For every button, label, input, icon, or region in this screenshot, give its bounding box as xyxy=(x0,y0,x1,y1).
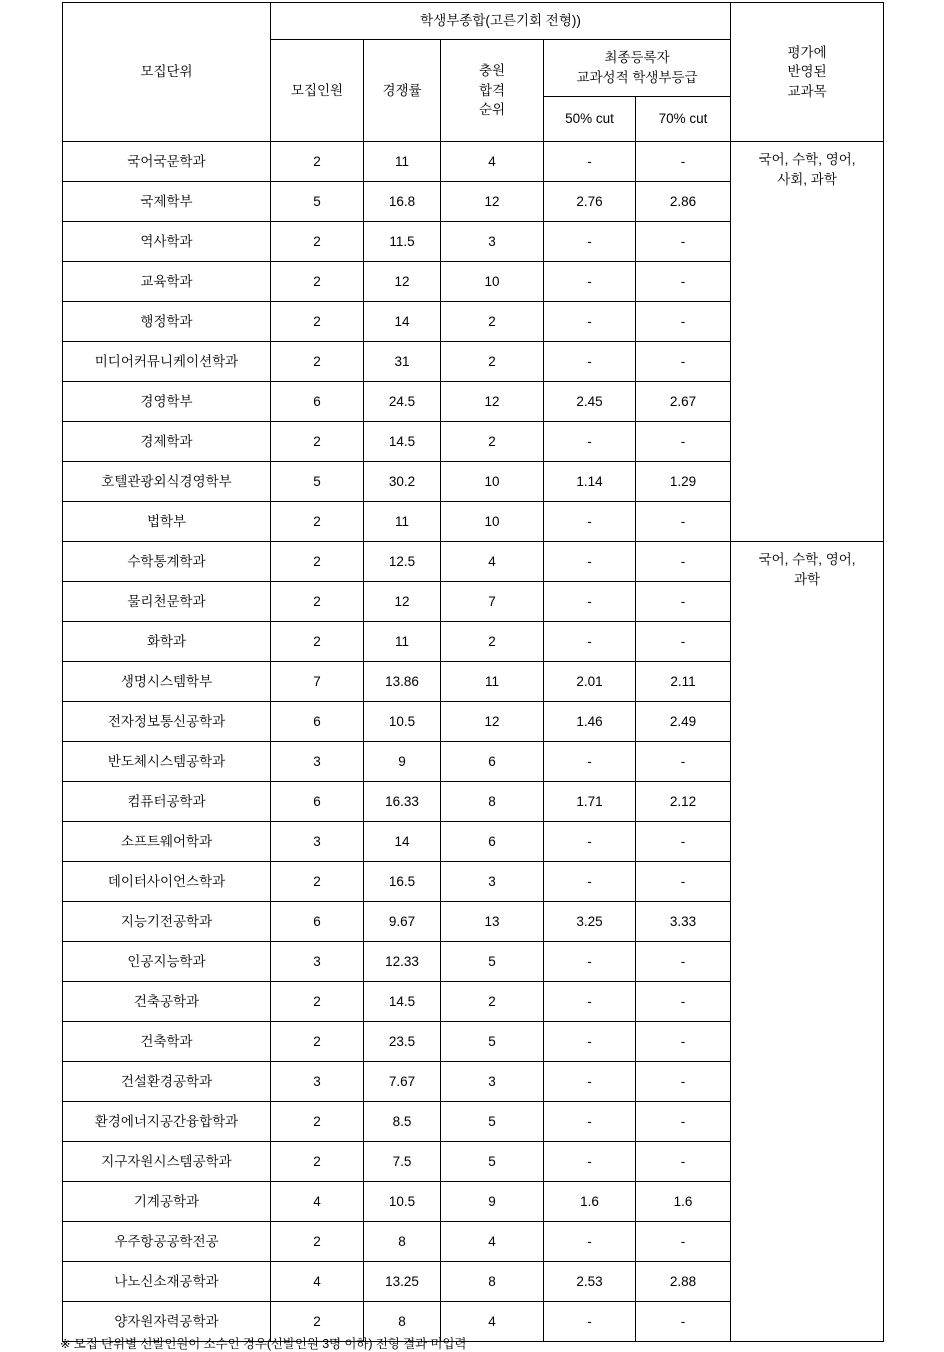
cell-competition-ratio: 9 xyxy=(364,742,441,782)
cell-waitlist-rank: 4 xyxy=(441,1222,544,1262)
header-admission-track: 학생부종합(고른기회 전형)) xyxy=(271,3,731,40)
cell-competition-ratio: 12.33 xyxy=(364,942,441,982)
cell-cut-50: - xyxy=(544,542,636,582)
cell-competition-ratio: 16.5 xyxy=(364,862,441,902)
cell-competition-ratio: 12 xyxy=(364,582,441,622)
cell-waitlist-rank: 8 xyxy=(441,1262,544,1302)
cell-recruitment-unit: 법학부 xyxy=(63,502,271,542)
cell-competition-ratio: 10.5 xyxy=(364,702,441,742)
cell-waitlist-rank: 12 xyxy=(441,182,544,222)
cell-recruitment-unit: 지구자원시스템공학과 xyxy=(63,1142,271,1182)
cell-cut-70: 2.11 xyxy=(636,662,731,702)
cell-competition-ratio: 14.5 xyxy=(364,422,441,462)
cell-competition-ratio: 12 xyxy=(364,262,441,302)
cell-quota: 2 xyxy=(271,1222,364,1262)
cell-cut-50: 1.71 xyxy=(544,782,636,822)
cell-cut-50: 1.6 xyxy=(544,1182,636,1222)
cell-recruitment-unit: 반도체시스템공학과 xyxy=(63,742,271,782)
cell-waitlist-rank: 4 xyxy=(441,542,544,582)
cell-cut-50: - xyxy=(544,622,636,662)
cell-quota: 4 xyxy=(271,1262,364,1302)
cell-cut-70: - xyxy=(636,742,731,782)
cell-waitlist-rank: 10 xyxy=(441,462,544,502)
cell-cut-50: - xyxy=(544,342,636,382)
cell-waitlist-rank: 8 xyxy=(441,782,544,822)
cell-cut-70: - xyxy=(636,502,731,542)
cell-cut-70: - xyxy=(636,982,731,1022)
cell-recruitment-unit: 화학과 xyxy=(63,622,271,662)
cell-quota: 2 xyxy=(271,342,364,382)
cell-evaluated-subjects-line: 사회, 과학 xyxy=(777,171,837,187)
cell-competition-ratio: 8.5 xyxy=(364,1102,441,1142)
cell-evaluated-subjects xyxy=(731,142,884,542)
cell-cut-50: - xyxy=(544,302,636,342)
cell-waitlist-rank: 2 xyxy=(441,302,544,342)
cell-cut-70: - xyxy=(636,942,731,982)
cell-cut-70: - xyxy=(636,1142,731,1182)
header-waitlist-rank-lines xyxy=(441,61,543,120)
table-body xyxy=(63,142,884,1342)
header-evaluated-subjects xyxy=(731,3,884,142)
cell-waitlist-rank: 12 xyxy=(441,702,544,742)
cell-waitlist-rank: 3 xyxy=(441,1062,544,1102)
cell-quota: 7 xyxy=(271,662,364,702)
cell-cut-50: - xyxy=(544,142,636,182)
cell-waitlist-rank: 2 xyxy=(441,622,544,662)
cell-cut-50: - xyxy=(544,262,636,302)
cell-competition-ratio: 16.33 xyxy=(364,782,441,822)
cell-evaluated-subjects-line: 국어, 수학, 영어, xyxy=(758,552,856,567)
header-competition-ratio: 경쟁률 xyxy=(364,40,441,142)
cell-competition-ratio: 11 xyxy=(364,502,441,542)
cell-waitlist-rank: 11 xyxy=(441,662,544,702)
cell-cut-70: 1.6 xyxy=(636,1182,731,1222)
cell-competition-ratio: 13.25 xyxy=(364,1262,441,1302)
cell-cut-50: - xyxy=(544,1062,636,1102)
cell-competition-ratio: 8 xyxy=(364,1302,441,1342)
cell-quota: 5 xyxy=(271,182,364,222)
cell-cut-70: - xyxy=(636,1062,731,1102)
cell-recruitment-unit: 지능기전공학과 xyxy=(63,902,271,942)
cell-cut-70: 2.86 xyxy=(636,182,731,222)
cell-cut-50: - xyxy=(544,982,636,1022)
cell-waitlist-rank: 6 xyxy=(441,742,544,782)
cell-cut-50: - xyxy=(544,1022,636,1062)
cell-recruitment-unit: 소프트웨어학과 xyxy=(63,822,271,862)
cell-cut-50: 2.45 xyxy=(544,382,636,422)
cell-waitlist-rank: 13 xyxy=(441,902,544,942)
cell-competition-ratio: 10.5 xyxy=(364,1182,441,1222)
cell-competition-ratio: 11 xyxy=(364,622,441,662)
cell-evaluated-subjects xyxy=(731,542,884,1342)
cell-recruitment-unit: 생명시스템학부 xyxy=(63,662,271,702)
header-cut-50: 50% cut xyxy=(544,97,636,142)
cell-recruitment-unit: 행정학과 xyxy=(63,302,271,342)
cell-quota: 6 xyxy=(271,382,364,422)
cell-recruitment-unit: 양자원자력공학과 xyxy=(63,1302,271,1342)
cell-waitlist-rank: 12 xyxy=(441,382,544,422)
cell-recruitment-unit: 컴퓨터공학과 xyxy=(63,782,271,822)
cell-recruitment-unit: 수학통계학과 xyxy=(63,542,271,582)
header-recruitment-unit: 모집단위 xyxy=(63,3,271,142)
cell-cut-50: - xyxy=(544,1222,636,1262)
cell-cut-50: - xyxy=(544,862,636,902)
cell-recruitment-unit: 건축공학과 xyxy=(63,982,271,1022)
cell-evaluated-subjects-line: 국어, 수학, 영어, xyxy=(758,152,856,167)
cell-cut-70: 2.88 xyxy=(636,1262,731,1302)
cell-quota: 2 xyxy=(271,422,364,462)
header-final-enrolled-grades xyxy=(544,40,731,97)
cell-quota: 2 xyxy=(271,262,364,302)
admissions-results-table xyxy=(62,2,884,1342)
cell-quota: 3 xyxy=(271,742,364,782)
cell-cut-70: - xyxy=(636,1222,731,1262)
cell-recruitment-unit: 전자정보통신공학과 xyxy=(63,702,271,742)
cell-cut-70: - xyxy=(636,542,731,582)
cell-cut-70: - xyxy=(636,582,731,622)
cell-competition-ratio: 12.5 xyxy=(364,542,441,582)
cell-quota: 5 xyxy=(271,462,364,502)
cell-cut-50: - xyxy=(544,1102,636,1142)
cell-cut-50: - xyxy=(544,582,636,622)
cell-cut-50: 1.46 xyxy=(544,702,636,742)
cell-competition-ratio: 23.5 xyxy=(364,1022,441,1062)
cell-quota: 2 xyxy=(271,542,364,582)
cell-competition-ratio: 13.86 xyxy=(364,662,441,702)
cell-cut-50: 2.76 xyxy=(544,182,636,222)
cell-cut-50: - xyxy=(544,422,636,462)
cell-cut-50: 2.53 xyxy=(544,1262,636,1302)
cell-waitlist-rank: 10 xyxy=(441,502,544,542)
cell-quota: 2 xyxy=(271,622,364,662)
cell-cut-70: - xyxy=(636,1022,731,1062)
cell-cut-70: - xyxy=(636,342,731,382)
cell-waitlist-rank: 10 xyxy=(441,262,544,302)
header-cut-70: 70% cut xyxy=(636,97,731,142)
cell-quota: 2 xyxy=(271,222,364,262)
cell-competition-ratio: 14 xyxy=(364,302,441,342)
cell-recruitment-unit: 국어국문학과 xyxy=(63,142,271,182)
cell-cut-50: 2.01 xyxy=(544,662,636,702)
cell-quota: 3 xyxy=(271,1062,364,1102)
cell-cut-70: 2.67 xyxy=(636,382,731,422)
cell-waitlist-rank: 3 xyxy=(441,862,544,902)
cell-waitlist-rank: 9 xyxy=(441,1182,544,1222)
cell-quota: 2 xyxy=(271,982,364,1022)
footnote-text: ※ 모집 단위별 선발인원이 소수인 경우(선발인원 3명 이하) 전형 결과 미입력 xyxy=(60,1337,467,1351)
cell-cut-70: - xyxy=(636,622,731,662)
cell-waitlist-rank: 2 xyxy=(441,982,544,1022)
cell-cut-70: - xyxy=(636,142,731,182)
header-final-enrolled-line2: 교과성적 학생부등급 xyxy=(576,70,698,85)
cell-waitlist-rank: 4 xyxy=(441,1302,544,1342)
cell-waitlist-rank: 5 xyxy=(441,942,544,982)
cell-waitlist-rank: 4 xyxy=(441,142,544,182)
cell-cut-50: - xyxy=(544,822,636,862)
cell-quota: 3 xyxy=(271,822,364,862)
cell-recruitment-unit: 기계공학과 xyxy=(63,1182,271,1222)
cell-cut-70: - xyxy=(636,822,731,862)
cell-recruitment-unit: 물리천문학과 xyxy=(63,582,271,622)
cell-waitlist-rank: 5 xyxy=(441,1102,544,1142)
cell-quota: 3 xyxy=(271,942,364,982)
cell-quota: 2 xyxy=(271,862,364,902)
cell-waitlist-rank: 2 xyxy=(441,342,544,382)
cell-cut-50: 1.14 xyxy=(544,462,636,502)
header-quota: 모집인원 xyxy=(271,40,364,142)
cell-waitlist-rank: 5 xyxy=(441,1022,544,1062)
cell-evaluated-subjects-line: 과학 xyxy=(794,571,821,587)
cell-cut-70: - xyxy=(636,262,731,302)
cell-quota: 6 xyxy=(271,702,364,742)
cell-recruitment-unit: 환경에너지공간융합학과 xyxy=(63,1102,271,1142)
header-waitlist-rank-line3: 순위 xyxy=(478,102,506,118)
cell-competition-ratio: 7.5 xyxy=(364,1142,441,1182)
cell-cut-50: 3.25 xyxy=(544,902,636,942)
header-evaluated-subjects-line3: 교과목 xyxy=(787,83,827,99)
cell-recruitment-unit: 건축학과 xyxy=(63,1022,271,1062)
cell-recruitment-unit: 나노신소재공학과 xyxy=(63,1262,271,1302)
cell-competition-ratio: 14 xyxy=(364,822,441,862)
cell-cut-70: 3.33 xyxy=(636,902,731,942)
cell-cut-70: - xyxy=(636,1102,731,1142)
cell-quota: 2 xyxy=(271,302,364,342)
cell-competition-ratio: 9.67 xyxy=(364,902,441,942)
header-final-enrolled-line1: 최종등록자 xyxy=(604,50,670,66)
cell-cut-50: - xyxy=(544,742,636,782)
cell-quota: 2 xyxy=(271,1302,364,1342)
cell-cut-70: - xyxy=(636,302,731,342)
cell-competition-ratio: 16.8 xyxy=(364,182,441,222)
header-waitlist-rank xyxy=(441,40,544,142)
cell-waitlist-rank: 3 xyxy=(441,222,544,262)
cell-recruitment-unit: 데이터사이언스학과 xyxy=(63,862,271,902)
cell-quota: 2 xyxy=(271,1102,364,1142)
cell-cut-50: - xyxy=(544,1142,636,1182)
cell-waitlist-rank: 2 xyxy=(441,422,544,462)
cell-cut-50: - xyxy=(544,222,636,262)
cell-cut-70: - xyxy=(636,1302,731,1342)
cell-recruitment-unit: 국제학부 xyxy=(63,182,271,222)
cell-quota: 2 xyxy=(271,582,364,622)
header-waitlist-rank-line2: 합격 xyxy=(478,82,506,98)
cell-quota: 4 xyxy=(271,1182,364,1222)
table-header xyxy=(63,3,884,142)
cell-competition-ratio: 11 xyxy=(364,142,441,182)
cell-recruitment-unit: 인공지능학과 xyxy=(63,942,271,982)
header-evaluated-subjects-line1: 평가에 xyxy=(787,44,827,60)
cell-cut-70: - xyxy=(636,222,731,262)
cell-competition-ratio: 14.5 xyxy=(364,982,441,1022)
cell-quota: 6 xyxy=(271,782,364,822)
table-row xyxy=(63,542,884,582)
cell-quota: 2 xyxy=(271,502,364,542)
cell-cut-70: - xyxy=(636,862,731,902)
header-waitlist-rank-line1: 충원 xyxy=(478,63,506,79)
cell-cut-50: - xyxy=(544,942,636,982)
cell-cut-70: 2.12 xyxy=(636,782,731,822)
cell-recruitment-unit: 호텔관광외식경영학부 xyxy=(63,462,271,502)
cell-recruitment-unit: 건설환경공학과 xyxy=(63,1062,271,1102)
cell-competition-ratio: 24.5 xyxy=(364,382,441,422)
cell-recruitment-unit: 역사학과 xyxy=(63,222,271,262)
cell-waitlist-rank: 7 xyxy=(441,582,544,622)
cell-quota: 2 xyxy=(271,1142,364,1182)
cell-competition-ratio: 7.67 xyxy=(364,1062,441,1102)
cell-competition-ratio: 11.5 xyxy=(364,222,441,262)
cell-recruitment-unit: 미디어커뮤니케이션학과 xyxy=(63,342,271,382)
cell-competition-ratio: 31 xyxy=(364,342,441,382)
cell-cut-50: - xyxy=(544,1302,636,1342)
cell-cut-70: - xyxy=(636,422,731,462)
cell-quota: 6 xyxy=(271,902,364,942)
table-row xyxy=(63,142,884,182)
cell-recruitment-unit: 경영학부 xyxy=(63,382,271,422)
cell-recruitment-unit: 우주항공공학전공 xyxy=(63,1222,271,1262)
cell-cut-70: 2.49 xyxy=(636,702,731,742)
cell-cut-50: - xyxy=(544,502,636,542)
header-row-top xyxy=(63,3,884,40)
cell-recruitment-unit: 경제학과 xyxy=(63,422,271,462)
cell-waitlist-rank: 5 xyxy=(441,1142,544,1182)
cell-cut-70: 1.29 xyxy=(636,462,731,502)
cell-competition-ratio: 30.2 xyxy=(364,462,441,502)
cell-competition-ratio: 8 xyxy=(364,1222,441,1262)
cell-quota: 2 xyxy=(271,1022,364,1062)
header-evaluated-subjects-line2: 반영된 xyxy=(787,64,827,80)
cell-waitlist-rank: 6 xyxy=(441,822,544,862)
cell-recruitment-unit: 교육학과 xyxy=(63,262,271,302)
cell-quota: 2 xyxy=(271,142,364,182)
